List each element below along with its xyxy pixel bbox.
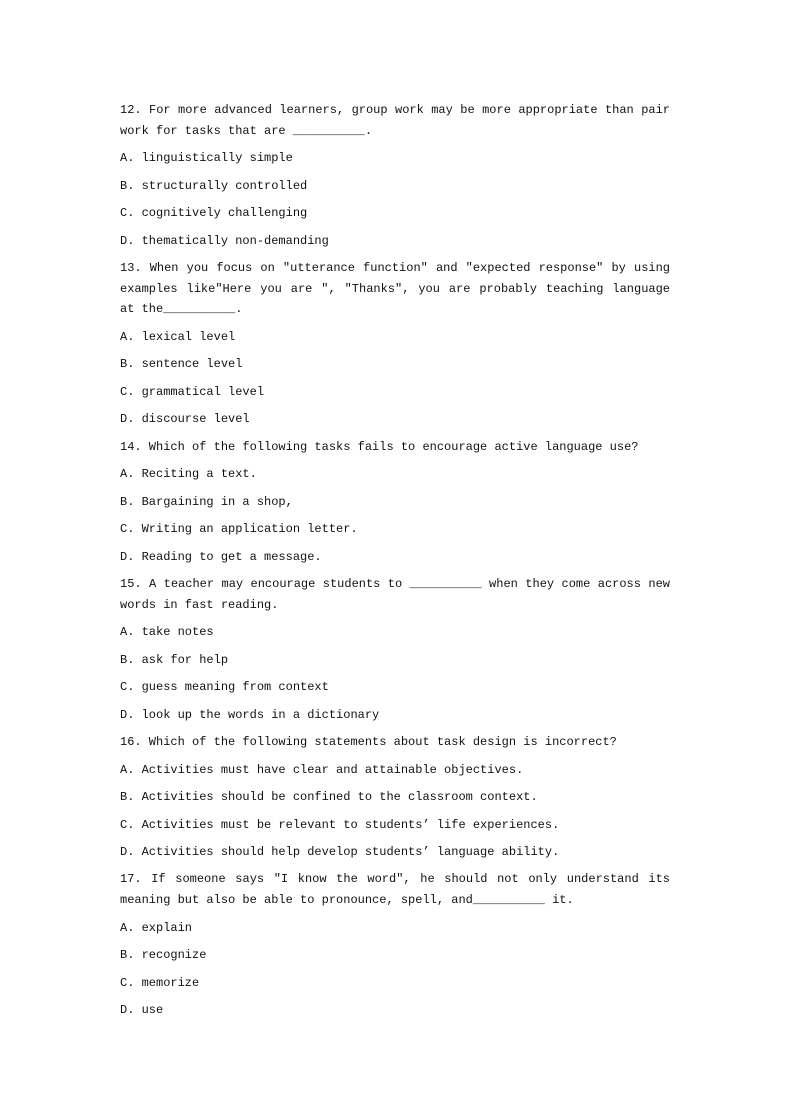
answer-option: D. Reading to get a message.	[120, 549, 322, 564]
answer-option: C. grammatical level	[120, 384, 265, 399]
answer-option: D. discourse level	[120, 412, 250, 427]
question-stem: 17. If someone says ″I know the word″, he should not only understand its meaning but also be able to pronounce, spell, and__________ it.	[120, 872, 670, 908]
answer-option: C. cognitively challenging	[120, 206, 308, 221]
answer-option: A. linguistically simple	[120, 151, 293, 166]
answer-option: C. memorize	[120, 975, 200, 990]
question-stem: 13. When you focus on ″utterance function″ and ″expected response″ by using examples like″Here you are ″, ″Thanks″, you are probably teaching language at the__________.	[120, 261, 670, 317]
answer-option: B. Activities should be confined to the classroom context.	[120, 790, 538, 805]
answer-option: D. use	[120, 1003, 164, 1018]
answer-option: C. Writing an application letter.	[120, 522, 358, 537]
answer-option: B. ask for help	[120, 652, 229, 667]
answer-option: A. Reciting a text.	[120, 467, 257, 482]
answer-option: B. Bargaining in a shop,	[120, 494, 293, 509]
question-stem: 14. Which of the following tasks fails to encourage active language use?	[120, 439, 639, 454]
answer-option: B. recognize	[120, 948, 207, 963]
answer-option: C. Activities must be relevant to students’ life experiences.	[120, 817, 560, 832]
question-stem: 16. Which of the following statements about task design is incorrect?	[120, 735, 617, 750]
answer-option: D. look up the words in a dictionary	[120, 707, 380, 722]
answer-option: A. Activities must have clear and attainable objectives.	[120, 762, 524, 777]
question-stem: 12. For more advanced learners, group work may be more appropriate than pair work for tasks that are __________.	[120, 103, 670, 138]
answer-option: D. Activities should help develop students’ language ability.	[120, 845, 560, 859]
answer-option: A. lexical level	[120, 329, 236, 344]
answer-option: A. take notes	[120, 625, 214, 640]
answer-option: D. thematically non-demanding	[120, 233, 329, 248]
answer-option: B. structurally controlled	[120, 178, 308, 193]
answer-option: C. guess meaning from context	[120, 680, 329, 695]
answer-option: B. sentence level	[120, 357, 243, 372]
answer-option: A. explain	[120, 920, 193, 935]
document-page	[120, 100, 670, 1028]
question-stem: 15. A teacher may encourage students to __________ when they come across new words in fast reading.	[120, 577, 670, 612]
